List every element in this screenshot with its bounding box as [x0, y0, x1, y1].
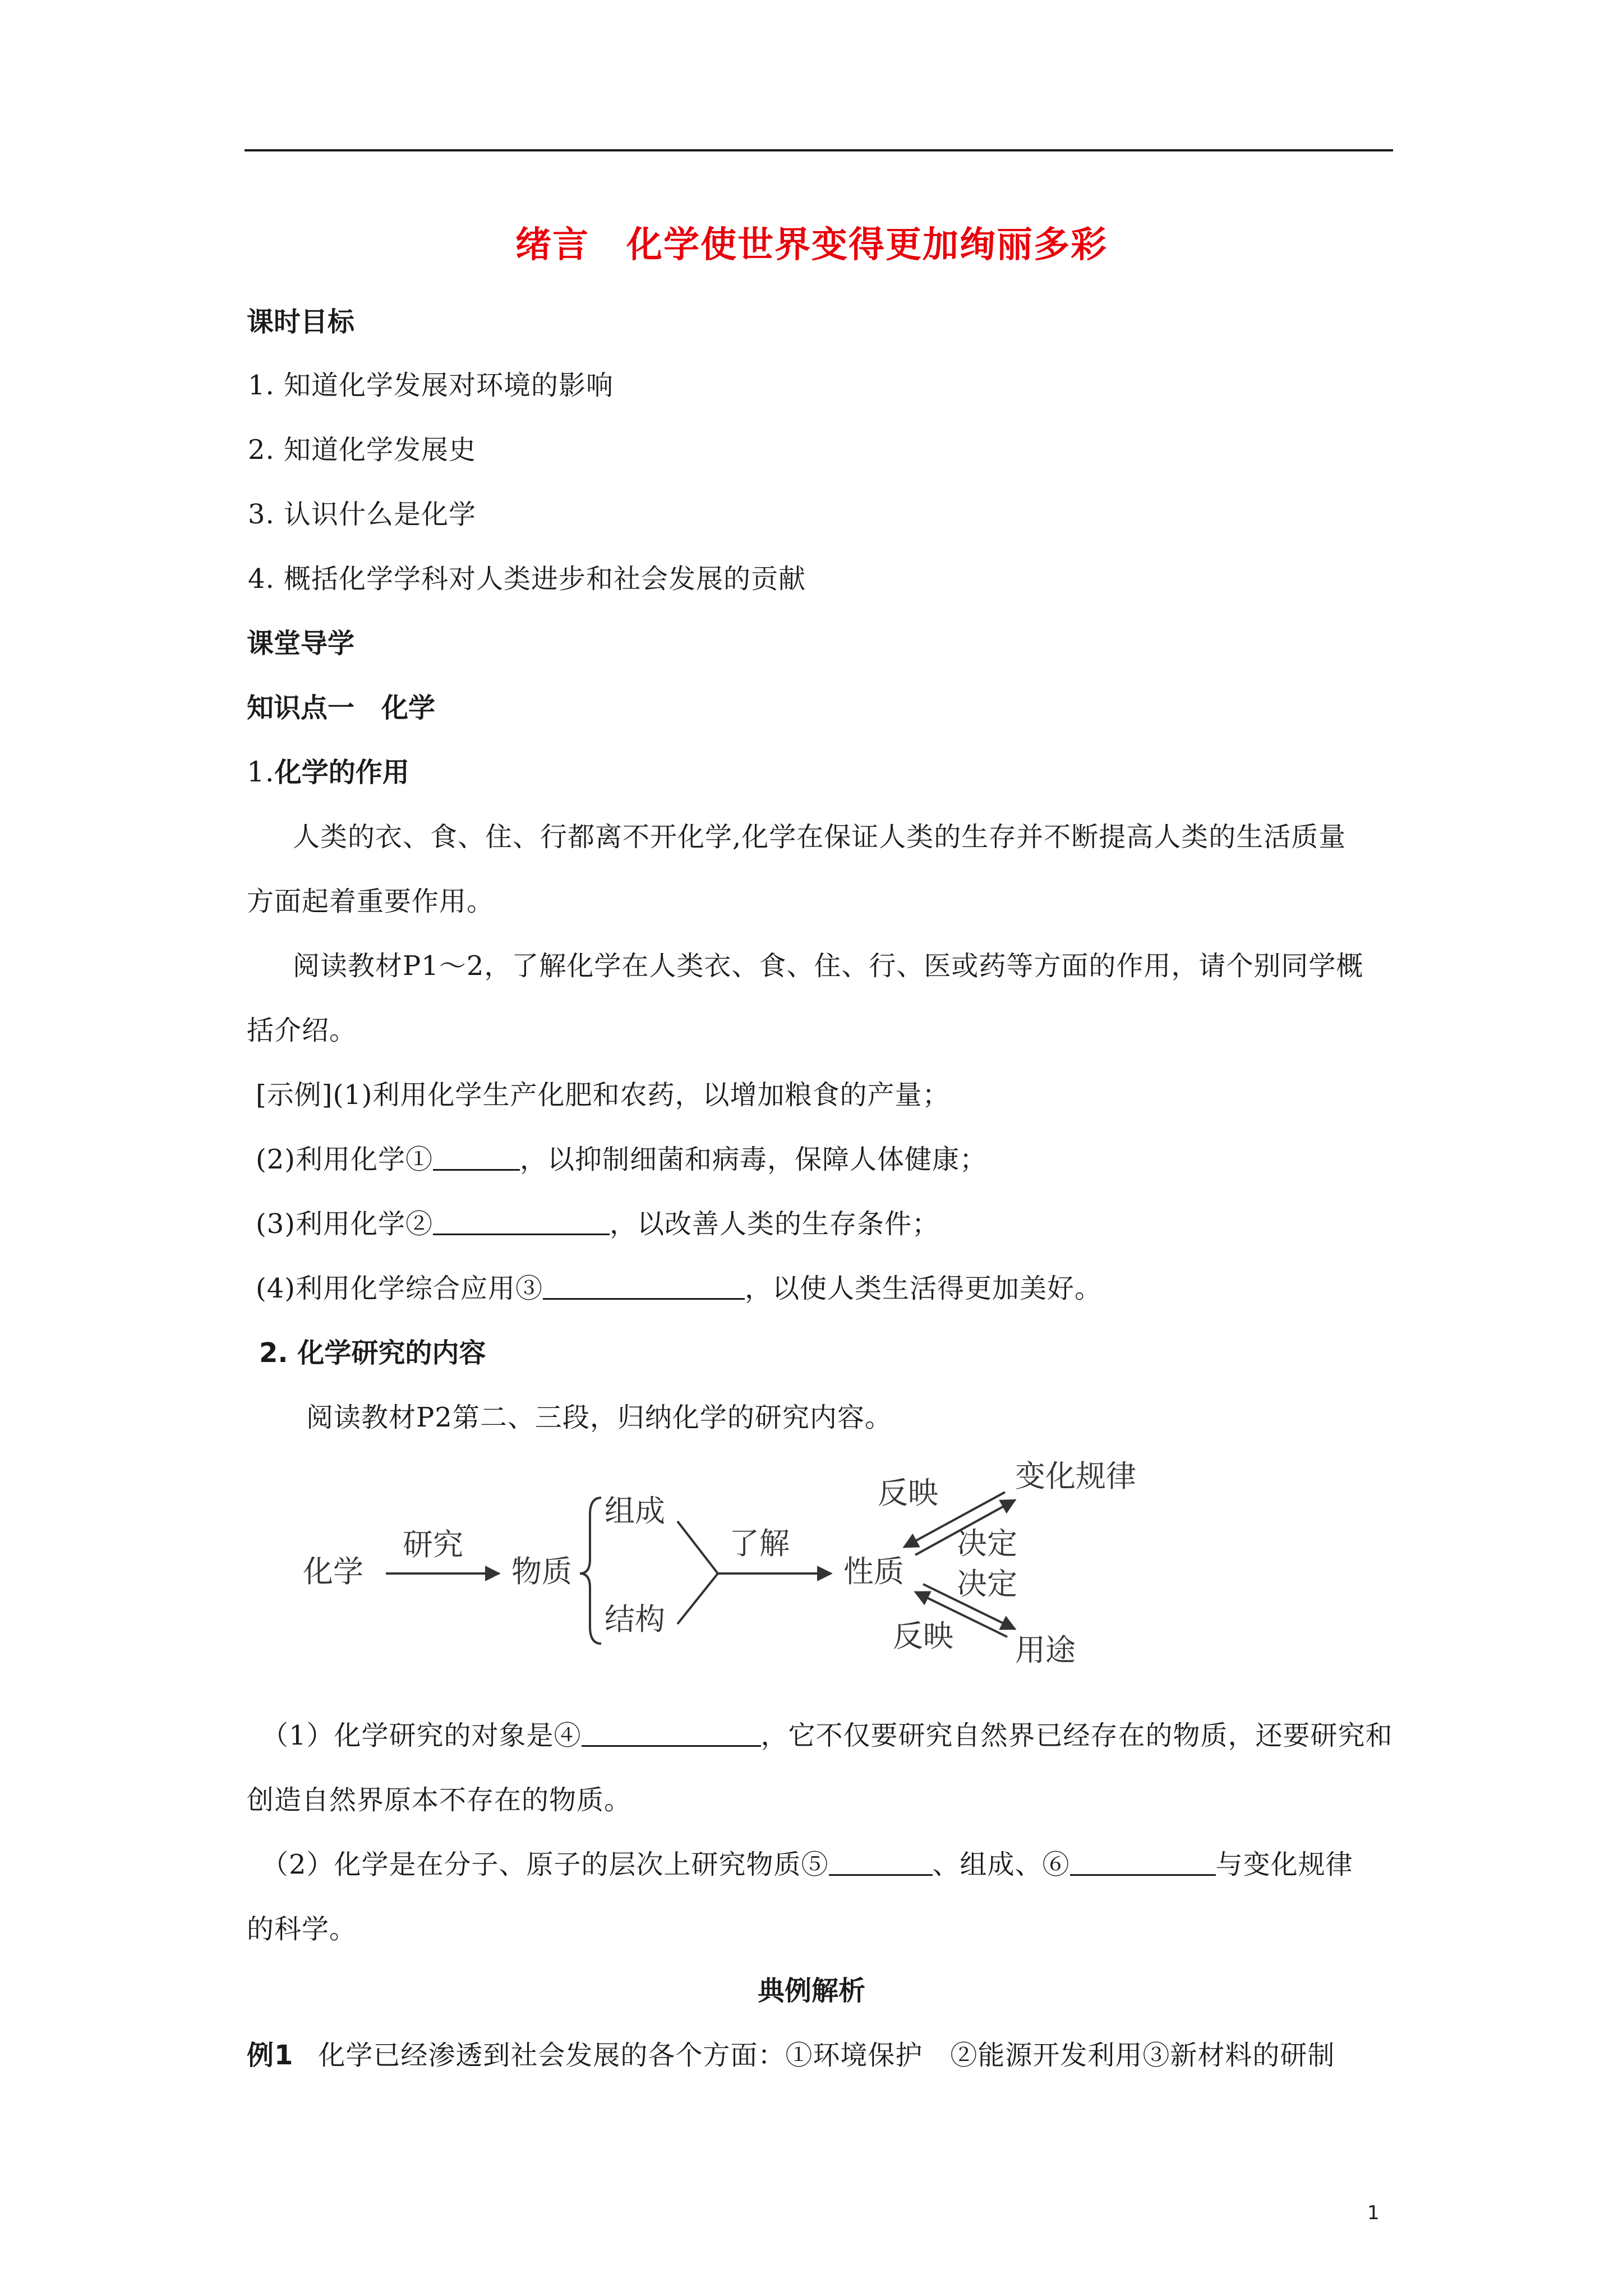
objective-item: 2. 知道化学发展史: [248, 434, 477, 466]
example-text: (2)利用化学①: [256, 1144, 433, 1175]
section1-title: 化学的作用: [274, 757, 409, 788]
diagram-research-label: 研究: [403, 1527, 463, 1562]
example-text: ，以抑制细菌和病毒，保障人体健康；: [520, 1144, 988, 1175]
question-text: （2）化学是在分子、原子的层次上研究物质⑤: [261, 1849, 829, 1880]
diagram-use: 用途: [1015, 1632, 1076, 1668]
question-2: [261, 1843, 1353, 1881]
paragraph-line: 人类的衣、食、住、行都离不开化学,化学在保证人类的生存并不断提高人类的生活质量: [293, 821, 1347, 853]
page-title: 绪言 化学使世界变得更加绚丽多彩: [515, 224, 1108, 266]
example-line-1: [示例](1)利用化学生产化肥和农药，以增加粮食的产量；: [256, 1079, 950, 1111]
diagram-substance: 物质: [511, 1554, 572, 1589]
example-text: (4)利用化学综合应用③: [256, 1273, 543, 1304]
objective-item: 3. 认识什么是化学: [248, 499, 477, 530]
example-text: (3)利用化学②: [256, 1208, 433, 1240]
question-2-line2: 的科学。: [247, 1913, 357, 1945]
question-text: 与变化规律: [1215, 1849, 1353, 1880]
diagram-determine-bottom: 决定: [957, 1566, 1017, 1602]
objectives-heading: 课时目标: [247, 306, 355, 338]
diagram-composition: 组成: [605, 1493, 665, 1529]
examples-heading: 典例解析: [757, 1975, 865, 2007]
brace: [580, 1498, 601, 1644]
merge-line-bottom: [677, 1573, 718, 1624]
page-number: 1: [1367, 2202, 1380, 2224]
answer-blank-4[interactable]: [582, 1723, 761, 1747]
diagram-structure: 结构: [605, 1602, 665, 1637]
section1-number: 1.: [247, 756, 275, 788]
objective-item: 4. 概括化学学科对人类进步和社会发展的贡献: [248, 563, 806, 595]
diagram-understand-label: 了解: [729, 1526, 790, 1561]
example-1: [247, 2033, 1335, 2072]
example-text: ，以使人类生活得更加美好。: [745, 1273, 1103, 1304]
paragraph-line: 阅读教材P1～2，了解化学在人类衣、食、住、行、医或药等方面的作用，请个别同学概: [293, 950, 1364, 982]
question-1-line2: 创造自然界原本不存在的物质。: [247, 1784, 632, 1816]
diagram-property: 性质: [843, 1554, 904, 1589]
answer-blank-6[interactable]: [1070, 1852, 1216, 1876]
diagram-change-law: 变化规律: [1015, 1458, 1136, 1494]
example-label: 例1: [247, 2040, 294, 2071]
objective-item: 1. 知道化学发展对环境的影响: [248, 370, 614, 401]
section2-heading: 2. 化学研究的内容: [259, 1337, 486, 1369]
question-1: [261, 1714, 1393, 1752]
question-text: ，它不仅要研究自然界已经存在的物质，还要研究和: [760, 1720, 1393, 1751]
merge-line-top: [677, 1521, 718, 1573]
answer-blank-5[interactable]: [829, 1852, 933, 1876]
example-text: ，以改善人类的生存条件；: [610, 1208, 940, 1240]
diagram-chemistry: 化学: [303, 1554, 363, 1589]
paragraph-line: 括介绍。: [247, 1015, 357, 1046]
paragraph-line: 阅读教材P2第二、三段，归纳化学的研究内容。: [306, 1402, 892, 1433]
paragraph-line: 方面起着重要作用。: [247, 886, 495, 917]
diagram-determine-top: 决定: [957, 1526, 1017, 1561]
diagram-reflect-bottom: 反映: [893, 1618, 953, 1654]
diagram-reflect-top: 反映: [878, 1475, 938, 1511]
knowledge-point-heading: 知识点一 化学: [247, 692, 436, 724]
guide-heading: 课堂导学: [247, 628, 355, 659]
example-text: 化学已经渗透到社会发展的各个方面：①环境保护 ②能源开发利用③新材料的研制: [318, 2040, 1335, 2071]
question-text: （1）化学研究的对象是④: [261, 1720, 582, 1751]
question-text: 、组成、⑥: [932, 1849, 1070, 1880]
